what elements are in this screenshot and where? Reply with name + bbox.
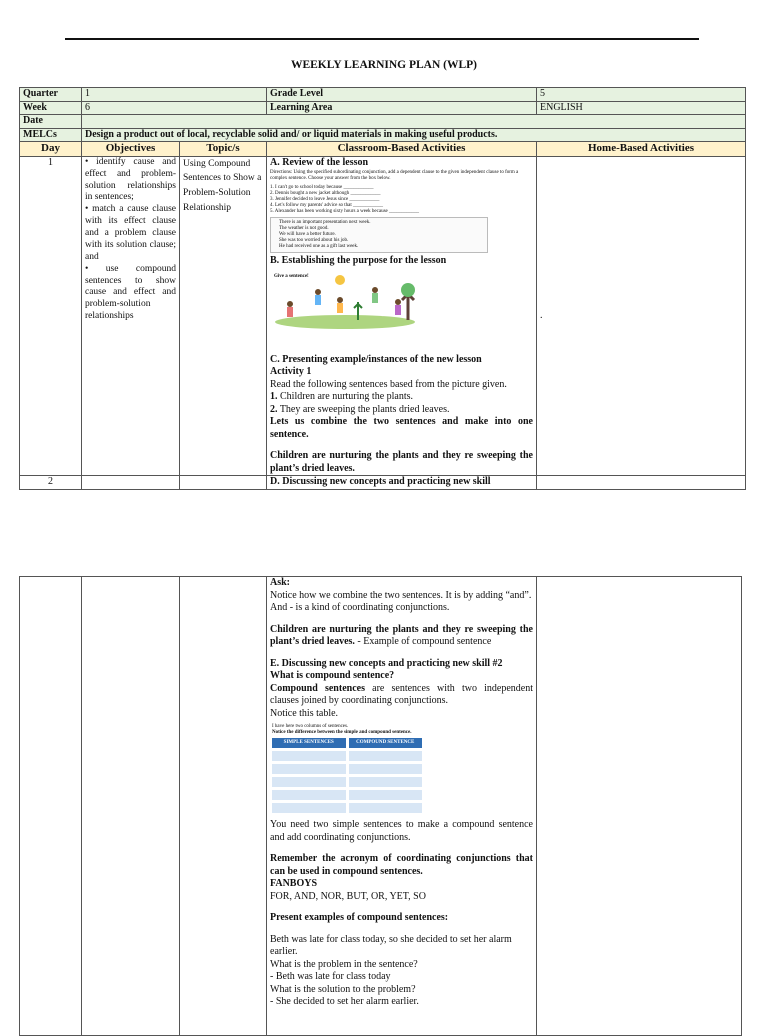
grade-value: 5 xyxy=(537,88,746,102)
day2-home xyxy=(537,476,746,490)
section-e-title: E. Discussing new concepts and practicing new skill #2 xyxy=(270,657,503,669)
fanboys-label: FANBOYS xyxy=(270,878,318,890)
ask-label: Ask: xyxy=(270,577,291,588)
combined-sentence: Children are nurturing the plants and they re sweeping the plant’s dried leaves. xyxy=(270,450,533,474)
compound-example-suffix: - Example of compound sentence xyxy=(354,636,492,647)
notice-table: Notice this table. xyxy=(270,707,339,719)
day2-activity: D. Discussing new concepts and practicing new skill xyxy=(267,476,537,490)
day1-row xyxy=(20,156,746,476)
p2-classroom-cell xyxy=(267,577,537,1036)
day2-number: 2 xyxy=(20,476,82,490)
date-label: Date xyxy=(20,115,82,129)
notice-text: Notice how we combine the two sentences. It is by adding “and”. xyxy=(270,589,532,601)
col-day: Day xyxy=(20,142,82,157)
sun-icon xyxy=(335,275,345,285)
compound-example-bold: Children are nurturing the plants and they re sweeping the plant’s dried leaves. xyxy=(270,623,533,647)
p2-day-cell xyxy=(20,577,82,1036)
need-text: You need two simple sentences to make a compound sentence and add coordinating conjunctions. xyxy=(270,819,533,843)
review-item: 5. Alexander has been working sixty hours a week because ____________ xyxy=(270,209,419,215)
simple-column xyxy=(272,738,346,813)
review-answer-box xyxy=(270,217,488,253)
example-sentence: Beth was late for class today, so she decided to set her alarm earlier. xyxy=(270,933,512,958)
day2-topic xyxy=(180,476,267,490)
question-problem: What is the problem in the sentence? xyxy=(270,958,418,970)
simple-header: SIMPLE SENTENCES xyxy=(272,738,346,748)
question-solution: What is the solution to the problem? xyxy=(270,983,416,995)
review-choice: She was too worried about his job. xyxy=(279,238,349,244)
compound-question: What is compound sentence? xyxy=(270,670,395,681)
quarter-label: Quarter xyxy=(20,88,82,102)
present-title: C. Presenting example/instances of the new lesson xyxy=(270,353,482,365)
fanboys-list: FOR, AND, NOR, BUT, OR, YET, SO xyxy=(270,890,426,902)
sentence-2 xyxy=(270,404,533,417)
day1-number: 1 xyxy=(20,156,82,476)
figure-caption: I have here two columns of sentences. xyxy=(272,724,349,729)
sentence-2-number: 2. xyxy=(270,403,278,415)
day2-continued-row xyxy=(20,577,742,1036)
melcs-value: Design a product out of local, recyclable solid and/ or liquid materials in making useful products. xyxy=(82,128,746,142)
home-placeholder: . xyxy=(540,309,543,321)
day1-topic: Using Compound Sentences to Show a Problem-Solution Relationship xyxy=(180,156,267,476)
date-row xyxy=(20,115,746,129)
compound-definition-rest: are sentences with two independent clauses joined by coordinating conjunctions. xyxy=(270,682,533,706)
review-item: 4. Let's follow my parents' advice so that ____________ xyxy=(270,203,384,209)
document-title: WEEKLY LEARNING PLAN (WLP) xyxy=(290,59,478,71)
review-directions: Directions: Using the specified subordinating conjunction, add a dependent clause to the given independent clause to form a complex sentence. Choose your answer from the box below. xyxy=(270,170,519,182)
wlp-table-page2 xyxy=(19,576,742,1036)
melcs-row xyxy=(20,128,746,142)
sentence-1 xyxy=(270,391,533,404)
review-item: 3. Jennifer decided to leave Jesus since ____________ xyxy=(270,197,380,203)
review-choice: He had received one as a gift last week. xyxy=(279,244,359,250)
date-value xyxy=(82,115,746,129)
col-home: Home-Based Activities xyxy=(537,142,746,157)
col-classroom: Classroom-Based Activities xyxy=(267,142,537,157)
picture-caption: Give a sentence! xyxy=(274,273,309,279)
sentence-1-number: 1. xyxy=(270,391,278,403)
review-title: A. Review of the lesson xyxy=(270,156,369,168)
compound-header: COMPOUND SENTENCE xyxy=(349,738,423,748)
col-topics: Topic/s xyxy=(180,142,267,157)
day1-home xyxy=(537,156,746,476)
review-choice: We will have a better future. xyxy=(279,232,336,238)
compound-example xyxy=(270,624,533,649)
melcs-label: MELCs xyxy=(20,128,82,142)
week-row xyxy=(20,101,746,115)
grade-label: Grade Level xyxy=(267,88,537,102)
comparison-columns xyxy=(272,736,422,815)
p2-home-cell xyxy=(537,577,742,1036)
p2-objectives-cell xyxy=(82,577,180,1036)
combine-instruction: Lets us combine the two sentences and make into one sentence. xyxy=(270,416,533,440)
sentence-1-text: Children are nurturing the plants. xyxy=(277,391,414,403)
planting-illustration xyxy=(270,272,420,334)
p2-topic-cell xyxy=(180,577,267,1036)
review-choice: There is an important presentation next week. xyxy=(279,220,371,226)
answer-problem: - Beth was late for class today xyxy=(270,971,391,983)
day1-classroom xyxy=(267,156,537,476)
area-label: Learning Area xyxy=(267,101,537,115)
review-item: 1. I can't go to school today because ____________ xyxy=(270,185,374,191)
review-item: 2. Dennis bought a new jacket although ____________ xyxy=(270,191,381,197)
wlp-table-page1 xyxy=(19,87,746,490)
remember-text: Remember the acronym of coordinating conjunctions that can be used in compound sentences. xyxy=(270,853,533,877)
week-label: Week xyxy=(20,101,82,115)
area-value: ENGLISH xyxy=(537,101,746,115)
sentence-2-text: They are sweeping the plants dried leaves. xyxy=(277,403,450,415)
week-value: 6 xyxy=(82,101,267,115)
purpose-title: B. Establishing the purpose for the lesson xyxy=(270,255,447,267)
activity-label: Activity 1 xyxy=(270,366,312,378)
quarter-row xyxy=(20,88,746,102)
top-rule xyxy=(65,38,699,40)
answer-solution: - She decided to set her alarm earlier. xyxy=(270,996,419,1008)
col-objectives: Objectives xyxy=(82,142,180,157)
and-definition: And - is a kind of coordinating conjunctions. xyxy=(270,602,450,613)
column-header-row xyxy=(20,142,746,157)
present-examples: Present examples of compound sentences: xyxy=(270,912,449,924)
figure-caption-2: Notice the difference between the simple and compound sentence. xyxy=(272,730,412,735)
children-planting-picture xyxy=(270,272,420,334)
compound-definition-term: Compound sentences xyxy=(270,682,365,694)
sentence-comparison-figure xyxy=(272,724,422,815)
compound-definition xyxy=(270,683,533,708)
read-instruction: Read the following sentences based from the picture given. xyxy=(270,378,507,390)
quarter-value: 1 xyxy=(82,88,267,102)
day2-row xyxy=(20,476,746,490)
day2-objectives xyxy=(82,476,180,490)
review-choice: The weather is not good. xyxy=(279,226,329,232)
day1-objectives: • identify cause and effect and problem-solution relationships in sentences; • match a cause clause with its effect clause and a problem clause with its solution clause; and • use compound sentences to show cause and effect and problem-solution relationships xyxy=(82,156,180,476)
compound-column xyxy=(349,738,423,813)
